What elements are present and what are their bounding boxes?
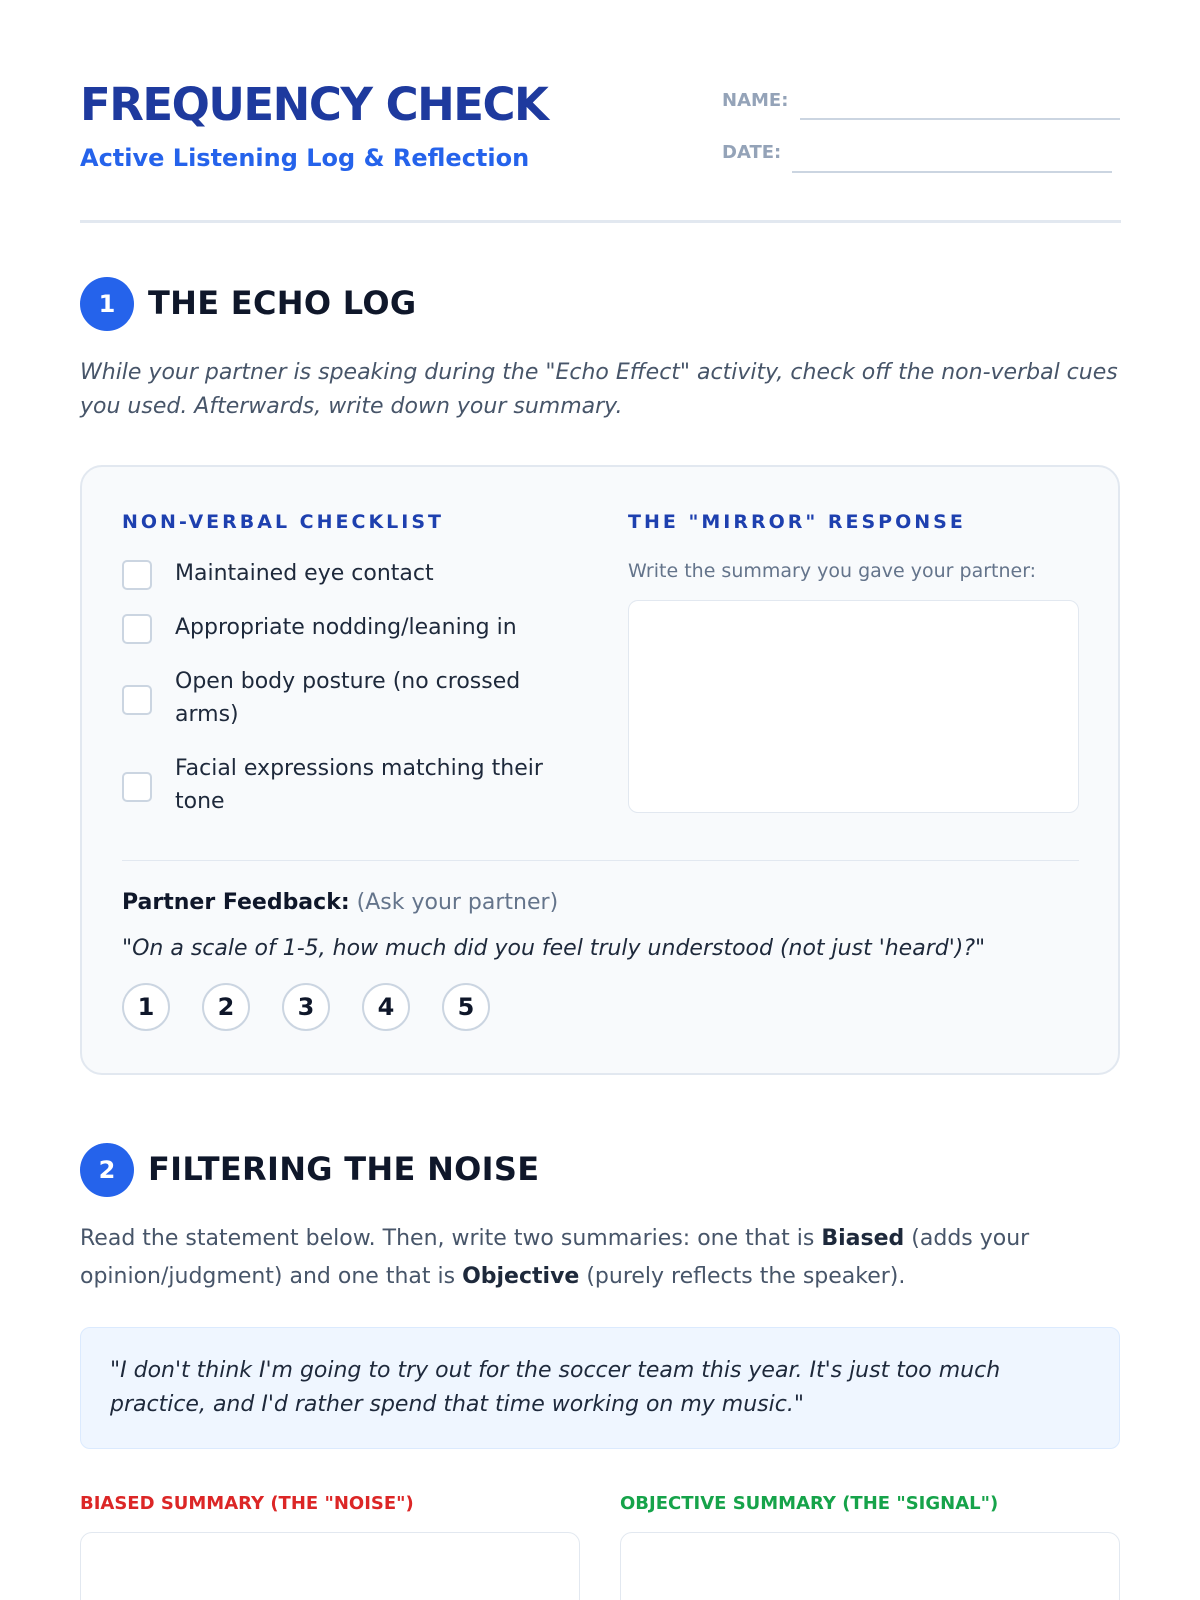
page-subtitle: Active Listening Log & Reflection <box>80 144 530 172</box>
date-field[interactable] <box>792 171 1112 173</box>
rating-option-1[interactable]: 1 <box>122 983 170 1031</box>
instructions-text: (adds your opinion/judgment) and one that is <box>80 1226 1030 1289</box>
rating-option-3[interactable]: 3 <box>282 983 330 1031</box>
date-label: DATE: <box>722 142 782 163</box>
checklist-item-label: Open body posture (no crossed arms) <box>175 669 521 727</box>
rating-option-4[interactable]: 4 <box>362 983 410 1031</box>
card-divider <box>122 860 1079 861</box>
checklist-item-label: Appropriate nodding/leaning in <box>175 615 517 640</box>
checkbox[interactable] <box>122 560 152 590</box>
mirror-response-textarea[interactable] <box>628 600 1079 813</box>
checklist-item-label: Facial expressions matching their tone <box>175 756 543 814</box>
checkbox[interactable] <box>122 614 152 644</box>
checklist-title: NON-VERBAL CHECKLIST <box>122 511 444 533</box>
feedback-question: "On a scale of 1-5, how much did you feel truly understood (not just 'heard')?" <box>122 936 986 961</box>
name-label: NAME: <box>722 90 789 111</box>
mirror-hint: Write the summary you gave your partner: <box>628 560 1037 582</box>
mirror-title: THE "MIRROR" RESPONSE <box>628 511 966 533</box>
objective-term: Objective <box>462 1264 580 1289</box>
page-title: FREQUENCY CHECK <box>80 78 548 131</box>
feedback-note: (Ask your partner) <box>356 890 559 915</box>
section-number-badge: 2 <box>80 1143 134 1197</box>
rating-option-2[interactable]: 2 <box>202 983 250 1031</box>
checklist-item-label: Maintained eye contact <box>175 561 434 586</box>
section-instructions <box>80 1220 1120 1296</box>
instructions-text: (purely reflects the speaker). <box>579 1264 906 1289</box>
rating-option-5[interactable]: 5 <box>442 983 490 1031</box>
objective-summary-textarea[interactable] <box>620 1532 1120 1600</box>
checkbox[interactable] <box>122 685 152 715</box>
section-number-badge: 1 <box>80 277 134 331</box>
feedback-heading <box>122 890 558 915</box>
biased-term: Biased <box>821 1226 905 1251</box>
section-title: THE ECHO LOG <box>148 284 417 322</box>
biased-summary-textarea[interactable] <box>80 1532 580 1600</box>
section-instructions: While your partner is speaking during the "Echo Effect" activity, check off the non-verbal cues you used. Afterwards, write down your summary. <box>80 360 1118 419</box>
instructions-text: Read the statement below. Then, write two summaries: one that is <box>80 1226 822 1251</box>
header-divider <box>80 220 1121 223</box>
biased-summary-label: BIASED SUMMARY (THE "NOISE") <box>80 1493 414 1514</box>
checkbox[interactable] <box>122 772 152 802</box>
section-title: FILTERING THE NOISE <box>148 1150 540 1188</box>
statement-quote: "I don't think I'm going to try out for the soccer team this year. It's just too much practice, and I'd rather spend that time working on my music." <box>110 1358 1001 1417</box>
objective-summary-label: OBJECTIVE SUMMARY (THE "SIGNAL") <box>620 1493 999 1514</box>
feedback-label: Partner Feedback: <box>122 890 350 915</box>
name-field[interactable] <box>800 118 1120 120</box>
